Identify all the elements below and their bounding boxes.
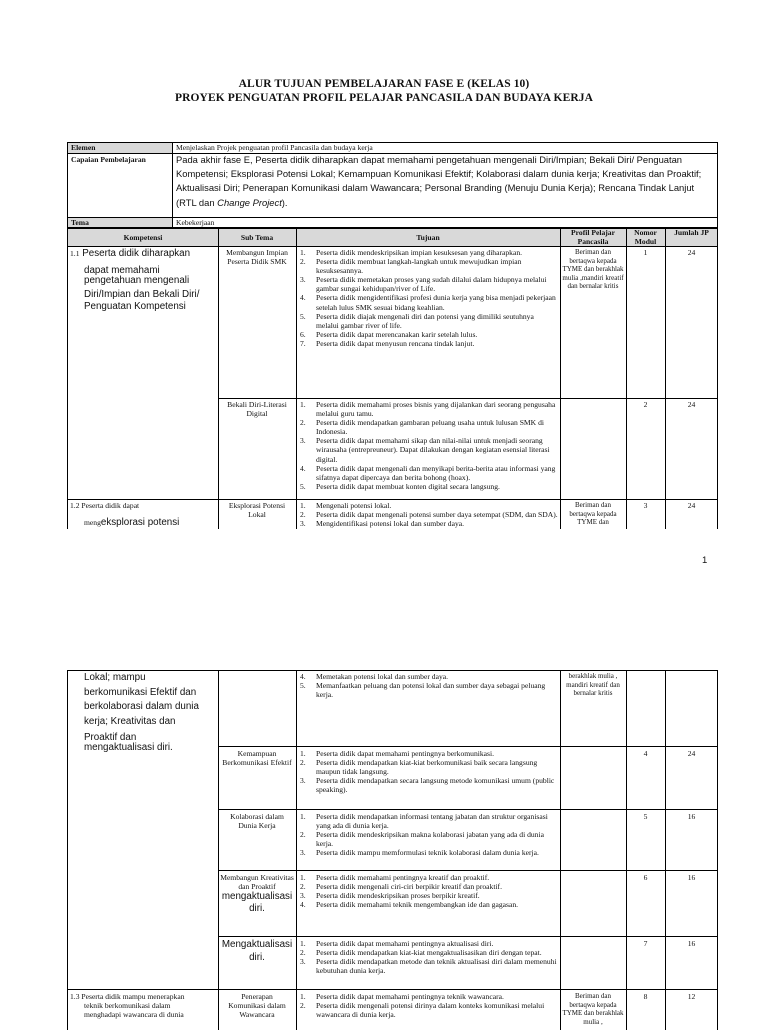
tujuan-item-text: Peserta didik dapat memahami pentingnya aktualisasi diri. bbox=[316, 939, 494, 948]
tujuan-item bbox=[300, 900, 558, 909]
tujuan-item bbox=[300, 501, 558, 510]
tujuan-item-number: 1. bbox=[300, 992, 306, 1001]
profil-3-continued: berakhlak mulia , mandiri kreatif dan bernalar kritis bbox=[566, 672, 620, 698]
tujuan-item bbox=[300, 830, 558, 848]
tujuan-item-text: Peserta didik dapat memahami pentingnya berkomunikasi. bbox=[316, 749, 494, 758]
tujuan-item bbox=[300, 330, 558, 339]
tujuan-item-number: 3. bbox=[300, 848, 306, 858]
tujuan-item-number: 1. bbox=[300, 400, 306, 409]
tujuan-item-text: Peserta didik mendeskripsikan makna kolaborasi jabatan yang ada di dunia kerja. bbox=[316, 830, 544, 849]
tujuan-item-text: Peserta didik mampu memformulasi teknik kolaborasi dalam dunia kerja. bbox=[316, 848, 539, 858]
jumlah-jp-4: 24 bbox=[687, 749, 696, 758]
tujuan-item-text: Mengidentifikasi potensi lokal dan sumber daya. bbox=[316, 519, 465, 529]
capaian-label: Capaian Pembelajaran bbox=[71, 155, 146, 164]
tujuan-item-text: Peserta didik mendeskripsikan proses berpikir kreatif. bbox=[316, 891, 480, 901]
tujuan-item bbox=[300, 992, 558, 1001]
tujuan-item bbox=[300, 758, 558, 776]
tujuan-item-number: 1. bbox=[300, 873, 306, 882]
tujuan-item-number: 2. bbox=[300, 830, 306, 840]
tujuan-item-text: Peserta didik diajak mengenali diri dan potensi yang dimiliki seutuhnya melalui gambar river of life. bbox=[316, 311, 534, 330]
tujuan-item-text: Peserta didik mendapatkan gambaran peluang usaha untuk lulusan SMK di Indonesia. bbox=[316, 418, 544, 437]
capaian-value: Pada akhir fase E, Peserta didik diharapkan dapat memahami pengetahuan mengenali Diri/Impian; Bekali Diri/ Penguatan Kompetensi; Eksplorasi Potensi Lokal; Kemampuan Komunikasi Efektif; Kolaborasi dalam dunia kerja; Kreativitas dan Proaktif; Aktualisasi Diri; Penerapan Komunikasi dalam Wawancara; Personal Branding (Menuju Dunia Kerja); Rencana Tindak Lanjut (RTL dan Change Project). bbox=[176, 154, 702, 208]
tujuan-item-number: 4. bbox=[300, 672, 306, 681]
tujuan-item bbox=[300, 882, 558, 891]
tujuan-item-number: 5. bbox=[300, 481, 306, 491]
elemen-value: Menjelaskan Projek penguatan profil Pancasila dan budaya kerja bbox=[176, 143, 373, 152]
tujuan-item bbox=[300, 749, 558, 758]
tujuan-item-number: 3. bbox=[300, 891, 306, 901]
nomor-modul-6: 6 bbox=[643, 873, 648, 882]
tujuan-item-text: Peserta didik dapat membuat konten digital secara langsung. bbox=[316, 481, 500, 491]
tujuan-item bbox=[300, 848, 558, 857]
tujuan-item-number: 2. bbox=[300, 1001, 306, 1011]
tujuan-item bbox=[300, 873, 558, 882]
nomor-modul-3: 3 bbox=[643, 501, 648, 510]
tujuan-item bbox=[300, 400, 558, 418]
title-line-1: ALUR TUJUAN PEMBELAJARAN FASE E (KELAS 10) bbox=[238, 78, 530, 90]
header-profil: Profil Pelajar Pancasila bbox=[571, 228, 615, 246]
tujuan-list-3-continued bbox=[300, 672, 558, 699]
tujuan-item bbox=[300, 257, 558, 275]
tujuan-item-number: 3. bbox=[300, 957, 306, 967]
jumlah-jp-8: 12 bbox=[687, 992, 696, 1001]
tujuan-item-number: 2. bbox=[300, 948, 306, 958]
kompetensi-1-1: 1.1 Peserta didik diharapkan dapat memahami pengetahuan mengenali Diri/Impian dan Bekali Diri/ Penguatan Kompetensi bbox=[70, 248, 200, 313]
tujuan-item-number: 1. bbox=[300, 501, 306, 510]
tujuan-item bbox=[300, 436, 558, 463]
tujuan-item-text: Peserta didik memahami pentingnya kreatif dan proaktif. bbox=[316, 873, 490, 882]
tujuan-item bbox=[300, 418, 558, 436]
nomor-modul-4: 4 bbox=[643, 749, 648, 758]
jumlah-jp-1: 24 bbox=[687, 248, 696, 257]
tujuan-item-text: Peserta didik mendeskripsikan impian kesuksesan yang diharapkan. bbox=[316, 248, 523, 257]
subtema-kolaborasi: Kolaborasi dalam Dunia Kerja bbox=[230, 812, 284, 831]
tujuan-item-number: 6. bbox=[300, 329, 306, 339]
kompetensi-1-3: 1.3 Peserta didik mampu menerapkan teknik berkomunikasi dalam menghadapi wawancara di dunia bbox=[70, 992, 185, 1020]
tujuan-item-number: 2. bbox=[300, 257, 306, 267]
tujuan-list-6 bbox=[300, 873, 558, 909]
tujuan-item-text: Peserta didik dapat mengenali dan menyikapi berita-berita atau informasi yang sifatnya dapat dipercaya dan berita bohong (hoax). bbox=[316, 463, 556, 482]
tema-value: Kebekerjaan bbox=[176, 218, 215, 227]
header-tujuan: Tujuan bbox=[416, 233, 440, 242]
kompetensi-1-2: 1.2 Peserta didik dapat mengeksplorasi potensi bbox=[70, 501, 180, 529]
tujuan-item bbox=[300, 510, 558, 519]
tujuan-list-8 bbox=[300, 992, 558, 1019]
subtema-eksplorasi-potensi: Eksplorasi Potensi Lokal bbox=[228, 501, 286, 520]
tujuan-list-3 bbox=[300, 501, 558, 528]
tujuan-item-number: 1. bbox=[300, 248, 306, 257]
tujuan-item-number: 2. bbox=[300, 758, 306, 768]
subtema-wawancara: Penerapan Komunikasi dalam Wawancara bbox=[228, 992, 286, 1020]
tujuan-item bbox=[300, 939, 558, 948]
tujuan-item-number: 4. bbox=[300, 463, 306, 473]
tujuan-item bbox=[300, 948, 558, 957]
tujuan-item bbox=[300, 957, 558, 975]
nomor-modul-5: 5 bbox=[643, 812, 648, 821]
profil-3: Beriman dan bertaqwa kepada TYME dan bbox=[569, 501, 617, 527]
nomor-modul-7: 7 bbox=[643, 939, 648, 948]
tujuan-item-number: 3. bbox=[300, 776, 306, 786]
tujuan-list-7 bbox=[300, 939, 558, 975]
elemen-label: Elemen bbox=[71, 143, 96, 152]
tujuan-item bbox=[300, 248, 558, 257]
tujuan-item bbox=[300, 482, 558, 491]
tujuan-item-number: 3. bbox=[300, 275, 306, 285]
tujuan-item-number: 4. bbox=[300, 900, 306, 910]
subtema-komunikasi-efektif: Kemampuan Berkomunikasi Efektif bbox=[222, 749, 292, 768]
tujuan-item-number: 3. bbox=[300, 436, 306, 446]
tujuan-list-5 bbox=[300, 812, 558, 857]
tujuan-item-text: Peserta didik membuat langkah-langkah untuk mewujudkan impian kesuksesannya. bbox=[316, 257, 522, 276]
subtema-kreativitas: Membangun Kreativitas dan Proaktif mengaktualisasi diri. bbox=[220, 873, 294, 915]
tujuan-list-4 bbox=[300, 749, 558, 794]
tujuan-item-text: Peserta didik mendapatkan kiat-kiat mengaktualisasikan diri dengan tepat. bbox=[316, 948, 542, 958]
tujuan-item-text: Peserta didik mengenali ciri-ciri berpikir kreatif dan proaktif. bbox=[316, 882, 502, 892]
tujuan-item-text: Peserta didik memetakan proses yang sudah dilalui dalam hidupnya melalui gambar sungai kehidupan/river of Life. bbox=[316, 275, 547, 294]
tujuan-item-text: Peserta didik dapat menyusun rencana tindak lanjut. bbox=[316, 338, 475, 348]
nomor-modul-1: 1 bbox=[643, 248, 648, 257]
tujuan-item-text: Peserta didik memahami teknik mengembangkan ide dan gagasan. bbox=[316, 900, 519, 910]
nomor-modul-2: 2 bbox=[643, 400, 648, 409]
subtema-aktualisasi: Mengaktualisasi diri. bbox=[221, 939, 293, 963]
tujuan-item-text: Peserta didik mendapatkan informasi tentang jabatan dan struktur organisasi yang ada di dunia kerja. bbox=[316, 812, 548, 831]
tujuan-item-number: 3. bbox=[300, 519, 306, 529]
tujuan-item bbox=[300, 464, 558, 482]
tujuan-item-text: Mengenali potensi lokal. bbox=[316, 501, 392, 510]
tujuan-item-number: 1. bbox=[300, 749, 306, 758]
tujuan-item bbox=[300, 339, 558, 348]
tujuan-item-number: 5. bbox=[300, 681, 306, 691]
tujuan-item bbox=[300, 1001, 558, 1019]
tujuan-item-text: Memetakan potensi lokal dan sumber daya. bbox=[316, 672, 449, 681]
header-kompetensi: Kompetensi bbox=[123, 233, 163, 242]
profil-1: Beriman dan bertaqwa kepada TYME dan berakhlak mulia ,mandiri kreatif dan bernalar kritis bbox=[562, 248, 624, 291]
nomor-modul-8: 8 bbox=[643, 992, 648, 1001]
tujuan-item-text: Peserta didik mendapatkan metode dan teknik aktualisasi diri dalam memenuhi kebutuhan dunia kerja. bbox=[316, 957, 557, 976]
tujuan-item bbox=[300, 776, 558, 794]
jumlah-jp-7: 16 bbox=[687, 939, 696, 948]
tema-label: Tema bbox=[71, 218, 89, 227]
tujuan-item-text: Peserta didik dapat memahami sikap dan nilai-nilai untuk menjadi seorang wirausaha (entrepreuneur). Dapat dilakukan dengan kegiatan esensial literasi digital. bbox=[316, 436, 550, 464]
page-number: 1 bbox=[702, 555, 708, 566]
tujuan-item-text: Peserta didik dapat memahami pentingnya teknik wawancara. bbox=[316, 992, 504, 1001]
tujuan-item bbox=[300, 275, 558, 293]
tujuan-item-text: Peserta didik mendapatkan secara langsung metode komunikasi umum (public speaking). bbox=[316, 776, 555, 795]
tujuan-item-number: 2. bbox=[300, 510, 306, 520]
tujuan-item-text: Peserta didik mendapatkan kiat-kiat berkomunikasi baik secara langsung maupun tidak langsung. bbox=[316, 758, 538, 777]
tujuan-item-number: 1. bbox=[300, 939, 306, 948]
tujuan-item bbox=[300, 672, 558, 681]
subtema-bekali-diri: Bekali Diri-Literasi Digital bbox=[227, 400, 287, 419]
header-nomor: Nomor Modul bbox=[634, 228, 657, 246]
jumlah-jp-2: 24 bbox=[687, 400, 696, 409]
tujuan-list-2 bbox=[300, 400, 558, 491]
header-subtema: Sub Tema bbox=[240, 233, 274, 242]
tujuan-item bbox=[300, 519, 558, 528]
tujuan-item-text: Memanfaatkan peluang dan potensi lokal dan sumber daya sebagai peluang kerja. bbox=[316, 681, 546, 700]
tujuan-item-number: 1. bbox=[300, 812, 306, 821]
tujuan-item-text: Peserta didik mengidentifikasi profesi dunia kerja yang bisa menjadi pekerjaan setelah lulus SMK sesuai bidang keahlian. bbox=[316, 293, 556, 312]
tujuan-item-number: 7. bbox=[300, 338, 306, 348]
tujuan-item-text: Peserta didik memahami proses bisnis yang dijalankan dari seorang pengusaha melalui guru tamu. bbox=[316, 400, 556, 419]
tujuan-item-text: Peserta didik mengenali potensi dirinya dalam konteks komunikasi melalui wawancara di dunia kerja. bbox=[316, 1001, 545, 1020]
tujuan-item-number: 2. bbox=[300, 418, 306, 428]
tujuan-item bbox=[300, 293, 558, 311]
subtema-membangun-impian: Membangun Impian Peserta Didik SMK bbox=[226, 248, 288, 267]
tujuan-item-number: 2. bbox=[300, 882, 306, 892]
tujuan-item-number: 4. bbox=[300, 293, 306, 303]
tujuan-item bbox=[300, 812, 558, 830]
jumlah-jp-6: 16 bbox=[687, 873, 696, 882]
jumlah-jp-5: 16 bbox=[687, 812, 696, 821]
profil-8: Beriman dan bertaqwa kepada TYME dan berakhlak mulia , bbox=[562, 992, 624, 1026]
header-jumlah: Jumlah JP bbox=[674, 228, 709, 237]
kompetensi-1-2-continued: Lokal; mampu berkomunikasi Efektif dan berkolaborasi dalam dunia kerja; Kreativitas dan Proaktif dan mengaktualisasi diri. bbox=[84, 672, 199, 754]
tujuan-item bbox=[300, 312, 558, 330]
tujuan-item bbox=[300, 681, 558, 699]
tujuan-item-text: Peserta didik dapat merencanakan karir setelah lulus. bbox=[316, 329, 478, 339]
tujuan-item-text: Peserta didik dapat mengenali potensi sumber daya setempat (SDM, dan SDA). bbox=[316, 510, 558, 520]
title-line-2: PROYEK PENGUATAN PROFIL PELAJAR PANCASILA DAN BUDAYA KERJA bbox=[174, 92, 594, 104]
tujuan-item-number: 5. bbox=[300, 311, 306, 321]
jumlah-jp-3: 24 bbox=[687, 501, 696, 510]
tujuan-list-1 bbox=[300, 248, 558, 348]
tujuan-item bbox=[300, 891, 558, 900]
